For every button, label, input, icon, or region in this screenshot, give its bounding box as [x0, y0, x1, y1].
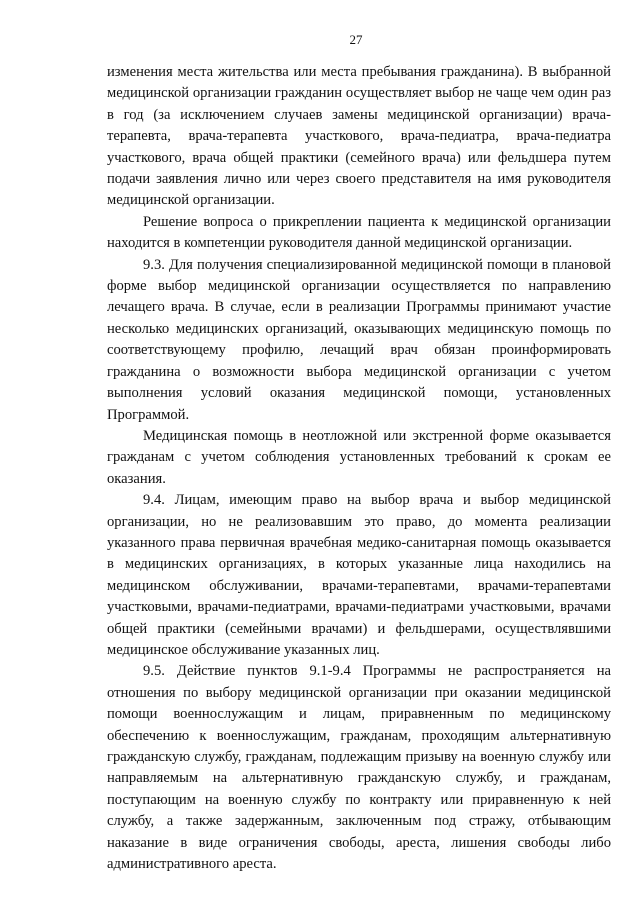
paragraph-9-4: 9.4. Лицам, имеющим право на выбор врача и выбор медицинской организации, но не реализовавшим это право, до момента реализации указанного права первичная врачебная медико-санитарная помощь оказывается в медицинских организациях, в которых указанные лица находились на медицинском обслуживании, врачами-терапевтами, врачами-терапевтами участковыми, врачами-педиатрами, врачами-педиатрами участковыми, врачами общей практики (семейными врачами) и фельдшерами, осуществлявшими медицинское обслуживание указанных лиц. — [107, 492, 611, 658]
paragraph-continuation: изменения места жительства или места пребывания гражданина). В выбранной медицинской организации гражданин осуществляет выбор не чаще чем один раз в год (за исключением случаев замены медицинской организации) врача-терапевта, врача-терапевта участкового, врача-педиатра, врача-педиатра участкового, врача общей практики (семейного врача) или фельдшера путем подачи заявления лично или через своего представителя на имя руководителя медицинской организации. — [107, 64, 611, 209]
paragraph-urgent-care: Медицинская помощь в неотложной или экстренной форме оказывается гражданам с учетом соблюдения установленных требований к срокам ее оказания. — [107, 427, 611, 487]
paragraph-attachment-decision: Решение вопроса о прикреплении пациента к медицинской организации находится в компетенции руководителя данной медицинской организации. — [107, 213, 611, 252]
page-number: 27 — [349, 32, 363, 47]
paragraph-9-5: 9.5. Действие пунктов 9.1-9.4 Программы не распространяется на отношения по выбору медицинской организации при оказании медицинской помощи военнослужащим и лицам, приравненным по медицинскому обеспечению к военнослужащим, гражданам, проходящим альтернативную гражданскую службу, гражданам, подлежащим призыву на военную службу или направляемым на альтернативную гражданскую службу, и гражданам, поступающим на военную службу по контракту или приравненную к ней службу, а также задержанным, заключенным под стражу, отбывающим наказание в виде ограничения свободы, ареста, лишения свободы либо административного ареста. — [107, 663, 611, 873]
paragraph-9-3: 9.3. Для получения специализированной медицинской помощи в плановой форме выбор медицинской организации осуществляется по направлению лечащего врача. В случае, если в реализации Программы принимают участие несколько медицинских организаций, оказывающих медицинскую помощь по соответствующему профилю, лечащий врач обязан проинформировать гражданина о возможности выбора медицинской организации с учетом выполнения условий оказания медицинской помощи, установленных Программой. — [107, 256, 611, 423]
